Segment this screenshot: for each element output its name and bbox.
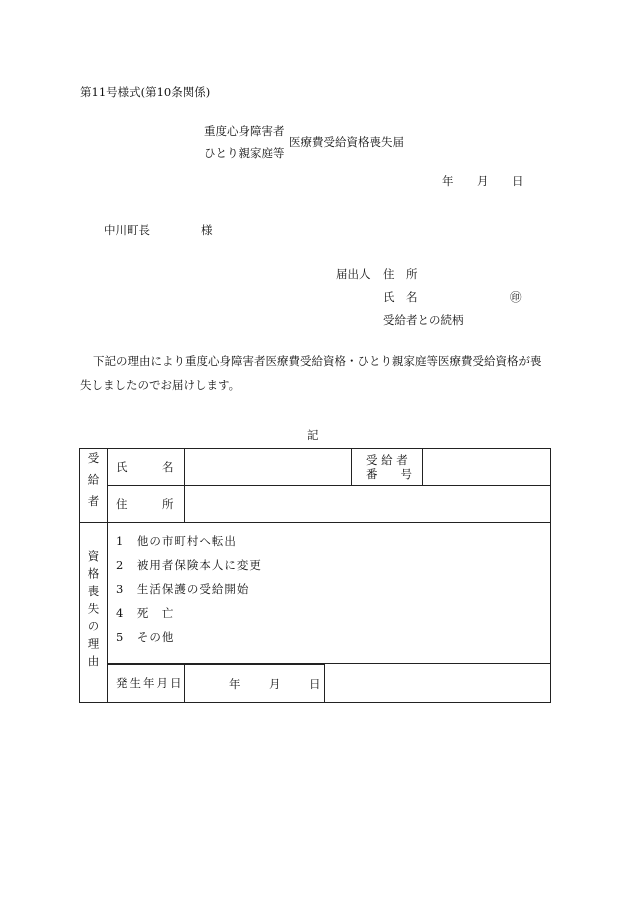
occurrence-day: 日 xyxy=(309,677,321,691)
form-table xyxy=(79,448,551,703)
address-label-cell xyxy=(108,486,185,523)
reasons-list xyxy=(108,523,550,649)
address-input-cell[interactable] xyxy=(185,486,551,523)
statement-line-2: 失しましたのでお届けします。 xyxy=(80,378,241,392)
date-day: 日 xyxy=(512,174,524,188)
recipient-number-label-2: 番 号 xyxy=(366,467,412,481)
recipient-number-label-1: 受 給 者 xyxy=(366,453,408,467)
seal-mark: ㊞ xyxy=(510,290,522,304)
reason-item[interactable]: 5 その他 xyxy=(116,630,175,644)
reason-item[interactable]: 1 他の市町村へ転出 xyxy=(116,534,237,548)
occurrence-month: 月 xyxy=(269,677,281,691)
reasons-cell xyxy=(108,523,551,664)
addressee-honorific: 様 xyxy=(201,223,213,237)
occurrence-label: 発生年月日 xyxy=(116,676,184,691)
reason-item[interactable]: 4 死 亡 xyxy=(116,606,175,620)
title-line-1: 重度心身障害者 xyxy=(204,124,285,138)
occurrence-subtable xyxy=(108,664,550,702)
occurrence-label-cell xyxy=(108,665,185,702)
occurrence-blank-cell xyxy=(325,665,551,702)
name-label: 氏 名 xyxy=(116,460,174,474)
applicant-address-label: 住 所 xyxy=(383,267,418,281)
form-number: 第11号様式(第10条関係) xyxy=(80,85,211,99)
ki-heading: 記 xyxy=(307,428,319,442)
applicant-relation-label: 受給者との続柄 xyxy=(383,313,464,327)
recipient-header-cell xyxy=(80,449,108,523)
name-label-cell xyxy=(108,449,185,486)
addressee-mayor: 中川町長 xyxy=(104,223,150,237)
title-main: 医療費受給資格喪失届 xyxy=(289,135,404,149)
date-month: 月 xyxy=(477,174,489,188)
name-input-cell[interactable] xyxy=(185,449,352,486)
statement-line-1: 下記の理由により重度心身障害者医療費受給資格・ひとり親家庭等医療費受給資格が喪 xyxy=(93,354,542,368)
occurrence-row-cell xyxy=(108,664,551,703)
applicant-label: 届出人 xyxy=(336,267,371,281)
reason-header-cell xyxy=(80,523,108,703)
occurrence-date-cell[interactable] xyxy=(185,665,325,702)
reason-item[interactable]: 3 生活保護の受給開始 xyxy=(116,582,250,596)
applicant-name-label: 氏 名 xyxy=(383,290,418,304)
recipient-number-input-cell[interactable] xyxy=(423,449,551,486)
recipient-header: 受給者 xyxy=(86,451,101,517)
date-year: 年 xyxy=(442,174,454,188)
title-line-2: ひとり親家庭等 xyxy=(204,146,285,160)
address-label: 住 所 xyxy=(116,497,174,511)
reason-item[interactable]: 2 被用者保険本人に変更 xyxy=(116,558,262,572)
occurrence-year: 年 xyxy=(229,677,241,691)
reason-header: 資格喪失の理由 xyxy=(86,549,101,672)
recipient-number-label-cell xyxy=(352,449,423,486)
